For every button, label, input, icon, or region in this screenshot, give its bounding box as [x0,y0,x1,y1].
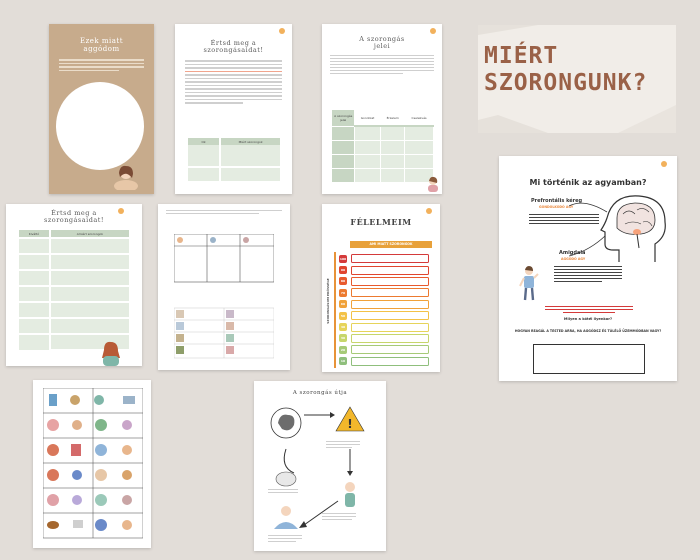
table-cell [188,167,220,181]
understand-page-2 [6,204,142,366]
table-cell [354,168,380,182]
table-cell [381,154,405,168]
table-cell [19,254,50,270]
fears-scale-label: SZORONGÁSOM ERŐSSÉGE [326,278,330,324]
svg-text:!: ! [347,417,353,431]
prefrontal-sub: GONDOLKODÓ AGY [539,205,574,209]
understand-title-line1: Értsd meg a [210,39,257,47]
signs-row-header: A szorongás jelei [332,110,354,126]
fear-level-input[interactable] [351,345,429,354]
table-cell [381,126,405,140]
table-cell [354,126,380,140]
amygdala-label: Amigdala [559,250,586,256]
fears-scale-arrow [334,252,336,368]
fear-level-badge: 60 [340,302,346,307]
table-cell [50,302,129,318]
worried-girl-illustration [111,164,141,190]
fears-title: FÉLELMEIM [350,217,412,227]
fear-level-row [339,299,435,310]
thinking-girl-illustration [426,176,440,192]
fear-level-input[interactable] [351,254,429,263]
question2-text: HOGYAN REAGÁL A TESTED ARRA, HA AGGÓDSZ ÉS TÚLÉLŐ ÜZEMMÓDBAN VAGY? [514,329,662,333]
understand2-table [19,230,129,351]
worry-title-line1: Ezek miatt [79,37,124,45]
signs-body-text [330,55,434,74]
fear-level-row [339,253,435,264]
cover-page [478,25,676,133]
understand-table-header-cause: Ok [201,139,206,144]
fear-level-input[interactable] [351,288,429,297]
fear-level-row [339,276,435,287]
table-cell [50,318,129,334]
fear-level-badge: 20 [340,347,346,352]
fear-level-input[interactable] [351,357,429,366]
red-warning-text [545,304,633,315]
grid-intro-text [166,210,282,214]
understand-title [175,40,292,54]
logo-icon [279,28,289,37]
logo-icon [430,28,440,37]
fear-level-input[interactable] [351,277,429,286]
fear-level-row [339,264,435,275]
table-cell [188,145,220,167]
signs-table [332,110,434,183]
understand2-header-reason: Amiért szorongok [50,230,129,238]
signs-col-thought: Gondolat [354,110,380,126]
girl-illustration [98,340,124,366]
fear-level-input[interactable] [351,300,429,309]
question1-text: Milyen a kötél ilyenkor? [563,317,613,321]
table-cell [220,167,280,181]
fear-level-badge: 50 [340,313,346,318]
fear-levels [339,253,435,367]
worry-intro-text [59,59,144,71]
icon-cards-grid [43,388,143,540]
fear-level-input[interactable] [351,266,429,275]
table-cell [332,140,354,154]
table-cell [332,126,354,140]
understand2-title-line2: szorongásaidat! [44,216,104,225]
cover-title [484,43,647,97]
worry-circle [58,84,142,168]
fear-level-row [339,310,435,321]
understand-page [175,24,292,194]
worry-page [49,24,154,194]
signs-title [322,36,442,50]
table-cell [381,140,405,154]
table-cell [50,286,129,302]
fear-level-input[interactable] [351,334,429,343]
fear-level-row [339,333,435,344]
signs-title-line1: A szorongás [359,35,405,43]
fear-level-badge: 10 [340,359,346,364]
fear-level-row [339,344,435,355]
signs-title-line2: jelei [373,42,391,51]
logo-icon [661,161,671,170]
table-cell [50,270,129,286]
table-cell [405,154,434,168]
understand-body-text [185,60,282,104]
fear-level-badge: 100 [339,256,347,261]
amygdala-text [554,264,622,284]
answer-box[interactable] [533,344,645,374]
table-cell [405,140,434,154]
understand2-header-trigger: Kiváltó [28,231,40,236]
fear-level-row [339,321,435,332]
logo-icon [118,208,128,217]
cycle-page [254,381,386,551]
table-cell [220,145,280,167]
icon-cards-page [33,380,151,548]
signs-col-emotion: Érzelem [381,110,405,126]
fear-level-badge: 70 [340,290,346,295]
brain-title: Mi történik az agyamban? [529,178,647,187]
worry-title-line2: aggódom [83,44,120,53]
table-cell [354,154,380,168]
table-cell [19,318,50,334]
logo-icon [426,208,436,217]
fear-level-badge: 80 [340,279,346,284]
amygdala-sub: AGGÓDÓ AGY [561,257,586,261]
table-cell [332,154,354,168]
fear-level-badge: 40 [340,325,346,330]
worry-page-title [49,38,154,53]
table-cell [19,238,50,254]
signs-page [322,24,442,194]
table-cell [19,334,50,350]
table-cell [19,270,50,286]
cycle-diagram [264,401,376,547]
table-cell [50,238,129,254]
signs-col-action: Cselekvés [405,110,434,126]
table-cell [381,168,405,182]
understand-title-line2: szorongásaidat! [203,46,264,55]
cycle-title: A szorongás útja [292,390,348,396]
prefrontal-label: Prefrontális kéreg [531,198,583,204]
fear-level-row [339,287,435,298]
table-cell [405,126,434,140]
table-cell [19,286,50,302]
table-cell [19,302,50,318]
fears-banner: AMI MIATT SZORONGOK [350,241,432,248]
fear-level-row [339,356,435,367]
understand-table [188,138,280,181]
person-illustration [519,266,539,302]
picture-grid-page [158,204,290,370]
table-cell [354,140,380,154]
cover-title-line1: MIÉRT [484,43,559,69]
picture-grid [174,234,274,364]
fears-page [322,204,440,372]
table-cell [50,254,129,270]
understand2-title-line1: Értsd meg a [51,209,97,217]
cover-title-line2: SZORONGUNK? [484,70,648,96]
brain-page [499,156,677,381]
fear-level-input[interactable] [351,323,429,332]
fear-level-badge: 30 [340,336,346,341]
fear-level-badge: 90 [340,268,346,273]
fear-level-input[interactable] [351,311,429,320]
understand-table-header-why: Miért szorongok [220,138,280,145]
table-cell [332,168,354,182]
